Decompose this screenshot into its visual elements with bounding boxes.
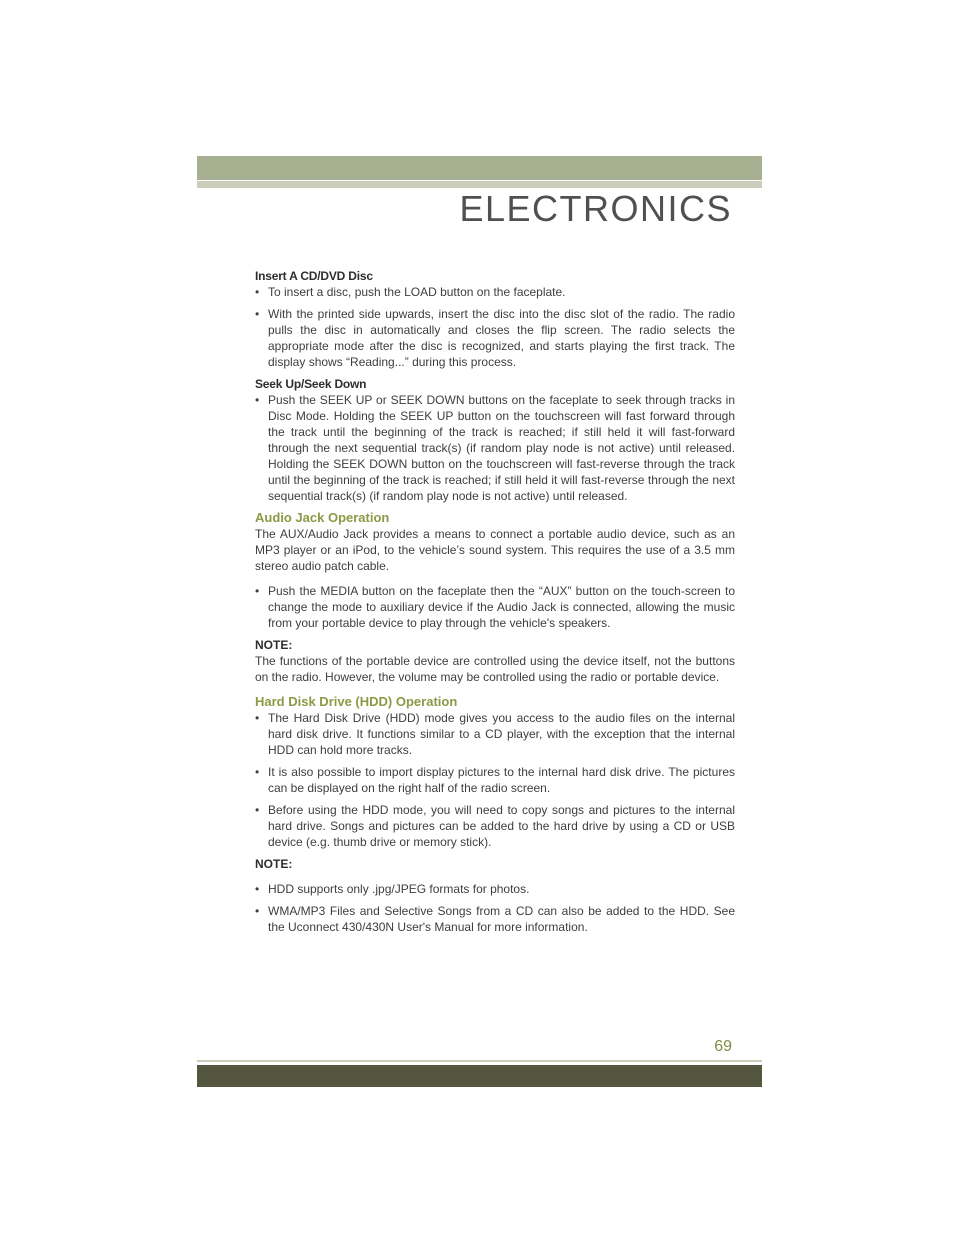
insert-disc-heading: Insert A CD/DVD Disc [255, 269, 373, 283]
audio-jack-heading: Audio Jack Operation [255, 510, 390, 525]
list-item: • It is also possible to import display pictures to the internal hard disk drive. The pictures can be displayed on the right half of the radio screen. [255, 764, 735, 796]
insert-disc-list [255, 284, 735, 370]
list-item: • The Hard Disk Drive (HDD) mode gives you access to the audio files on the internal hard disk drive. It functions similar to a CD player, with the exception that the internal HDD can hold more tracks. [255, 710, 735, 758]
audio-jack-note-text: The functions of the portable device are controlled using the device itself, not the buttons on the radio. However, the volume may be controlled using the radio or portable device. [255, 654, 735, 684]
header-divider [197, 181, 762, 188]
list-item: • Push the MEDIA button on the faceplate then the “AUX” button on the touch-screen to change the mode to auxiliary device if the Audio Jack is connected, allowing the music from your portable device to play through the vehicle's speakers. [255, 583, 735, 631]
header-bar [197, 156, 762, 180]
seek-heading: Seek Up/Seek Down [255, 377, 367, 391]
hdd-note-label: NOTE: [255, 857, 293, 871]
list-item: • WMA/MP3 Files and Selective Songs from a CD can also be added to the HDD. See the Uconnect 430/430N User's Manual for more information. [255, 903, 735, 935]
hdd-list [255, 710, 735, 850]
audio-jack-note-label: NOTE: [255, 638, 293, 652]
footer-bar [197, 1065, 762, 1087]
page-number: 69 [714, 1038, 732, 1055]
audio-jack-list [255, 583, 735, 631]
section-title: ELECTRONICS [459, 188, 732, 229]
list-item: • HDD supports only .jpg/JPEG formats for photos. [255, 881, 735, 897]
list-item: • Push the SEEK UP or SEEK DOWN buttons on the faceplate to seek through tracks in Disc Mode. Holding the SEEK UP button on the touchscreen will fast forward through the track until the beginning of the track is reached; if still held it will fast-forward through the next sequential track(s) (if random play node is not active) until released. Holding the SEEK DOWN button on the touchscreen will fast-reverse through the track until the beginning of the track is reached; if still held it will fast-reverse through the next sequential track(s) (if random play node is not active) until released. [255, 392, 735, 504]
list-item: • With the printed side upwards, insert the disc into the disc slot of the radio. The radio pulls the disc in automatically and closes the flip screen. The radio selects the appropriate mode after the disc is recognized, and starts playing the first track. The display shows “Reading...” during this process. [255, 306, 735, 370]
list-item: • Before using the HDD mode, you will need to copy songs and pictures to the internal hard drive. Songs and pictures can be added to the hard drive by using a CD or USB device (e.g. thumb drive or memory stick). [255, 802, 735, 850]
hdd-heading: Hard Disk Drive (HDD) Operation [255, 694, 458, 709]
hdd-note-list [255, 881, 735, 935]
seek-list [255, 392, 735, 504]
page-content [255, 268, 735, 941]
audio-jack-intro: The AUX/Audio Jack provides a means to connect a portable audio device, such as an MP3 player or an iPod, to the vehicle’s sound system. This requires the use of a 3.5 mm stereo audio patch cable. [255, 527, 735, 573]
list-item: • To insert a disc, push the LOAD button on the faceplate. [255, 284, 735, 300]
footer-divider [197, 1060, 762, 1062]
